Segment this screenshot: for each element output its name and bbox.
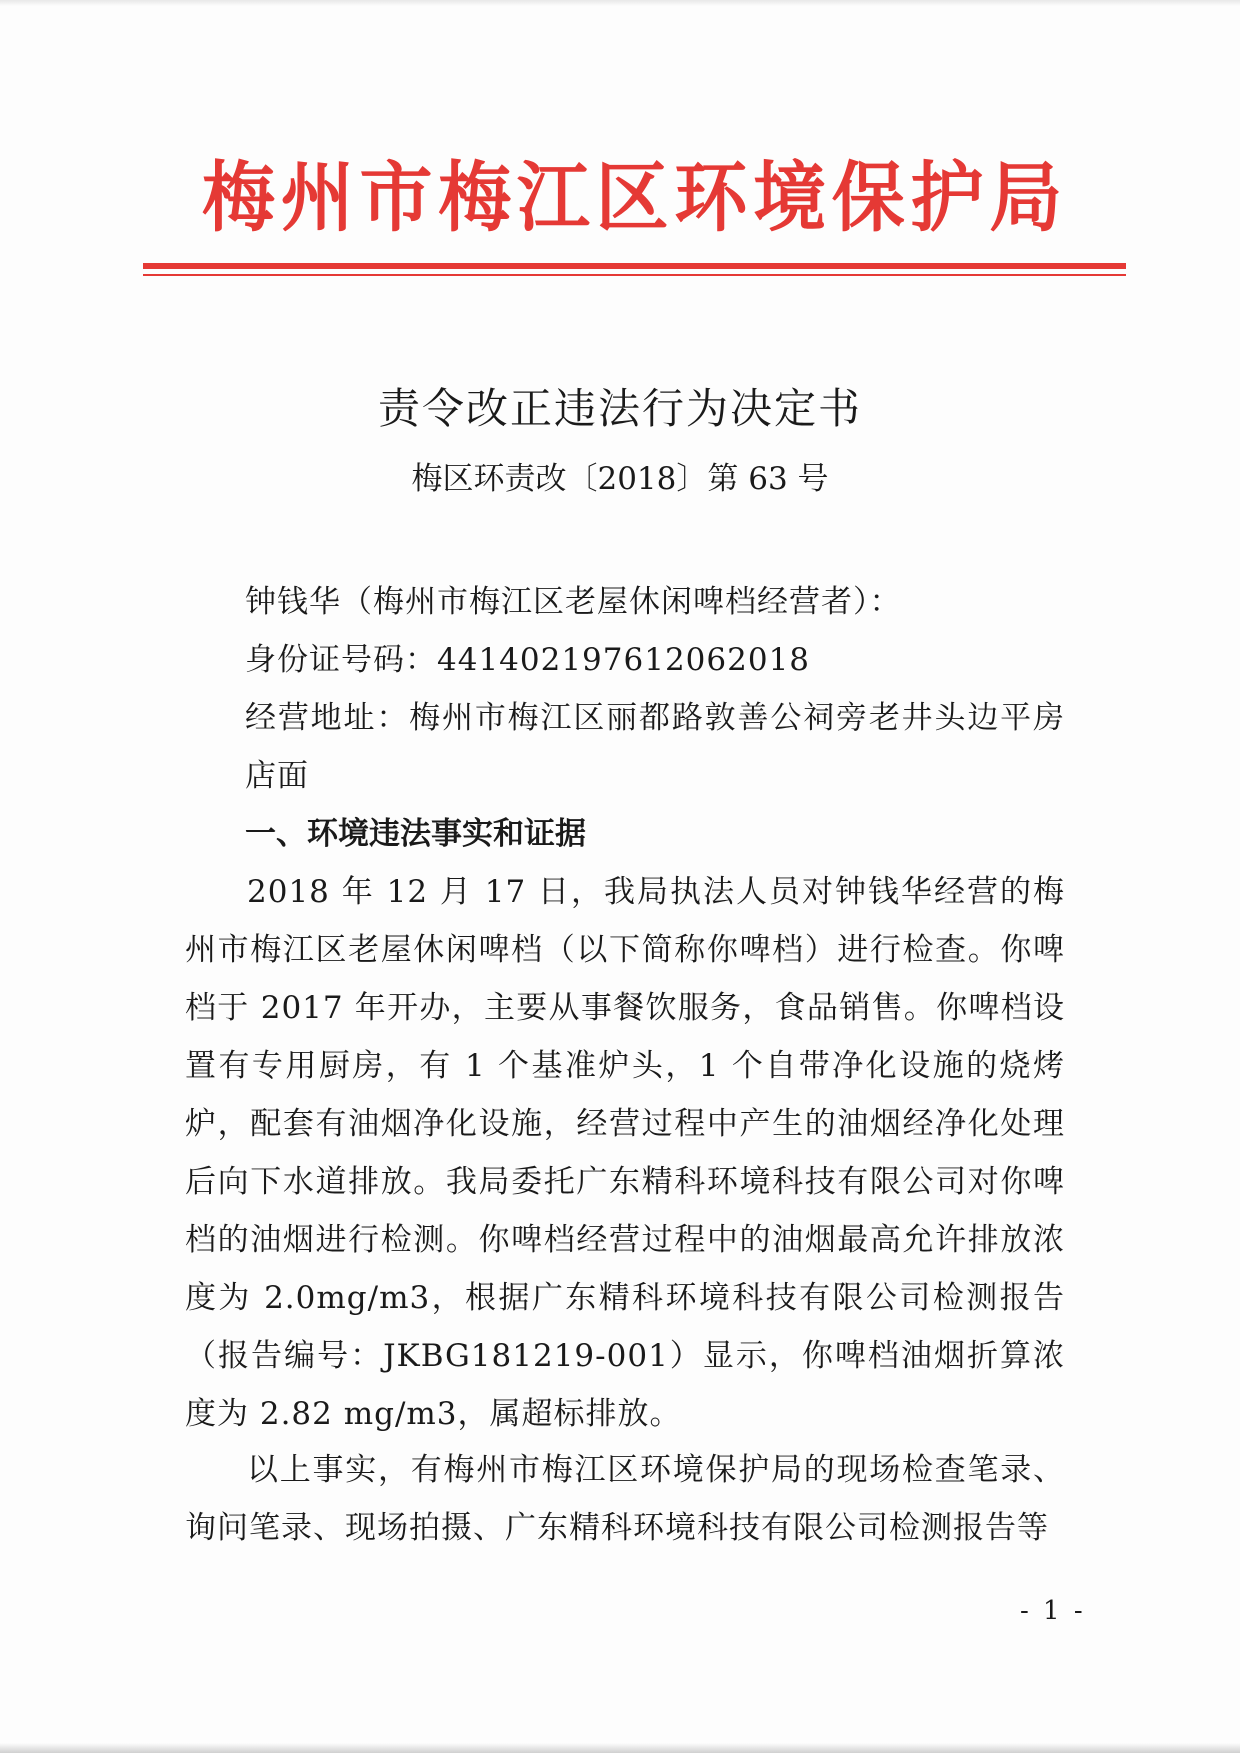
scan-edge-top bbox=[0, 0, 1240, 6]
evidence-paragraph bbox=[185, 1441, 1065, 1557]
document-title: 责令改正违法行为决定书 bbox=[377, 384, 862, 433]
recipient-id: 身份证号码：441402197612062018 bbox=[245, 642, 811, 678]
agency-masthead: 梅州市梅江区环境保护局 bbox=[202, 153, 1068, 242]
facts-paragraph bbox=[185, 863, 1065, 1443]
masthead-rule-thin bbox=[143, 274, 1126, 276]
recipient-address: 经营地址：梅州市梅江区丽都路敦善公祠旁老井头边平房店面 bbox=[245, 700, 1065, 794]
scan-edge-bottom bbox=[0, 1743, 1240, 1753]
section-heading: 一、环境违法事实和证据 bbox=[245, 816, 586, 852]
recipient-block bbox=[185, 573, 1065, 805]
recipient-name: 钟钱华（梅州市梅江区老屋休闲啤档经营者）： bbox=[245, 584, 902, 620]
masthead-rule-thick bbox=[143, 263, 1126, 269]
evidence-paragraph-text: 以上事实，有梅州市梅江区环境保护局的现场检查笔录、询问笔录、现场拍摄、广东精科环境科技有限公司检测报告等 bbox=[185, 1452, 1065, 1546]
document-number: 梅区环责改〔2018〕第 63 号 bbox=[411, 461, 829, 497]
facts-paragraph-text: 2018 年 12 月 17 日，我局执法人员对钟钱华经营的梅州市梅江区老屋休闲啤档（以下简称你啤档）进行检查。你啤档于 2017 年开办，主要从事餐饮服务，食品销售。你啤档设置有专用厨房，有 1 个基准炉头，1 个自带净化设施的烧烤炉，配套有油烟净化设施，经营过程中产生的油烟经净化处理后向下水道排放。我局委托广东精科环境科技有限公司对你啤档的油烟进行检测。你啤档经营过程中的油烟最高允许排放浓度为 2.0mg/m3，根据广东精科环境科技有限公司检测报告（报告编号：JKBG181219-001）显示，你啤档油烟折算浓度为 2.82 mg/m3，属超标排放。 bbox=[185, 874, 1065, 1432]
page-number: - 1 - bbox=[1020, 1596, 1086, 1626]
